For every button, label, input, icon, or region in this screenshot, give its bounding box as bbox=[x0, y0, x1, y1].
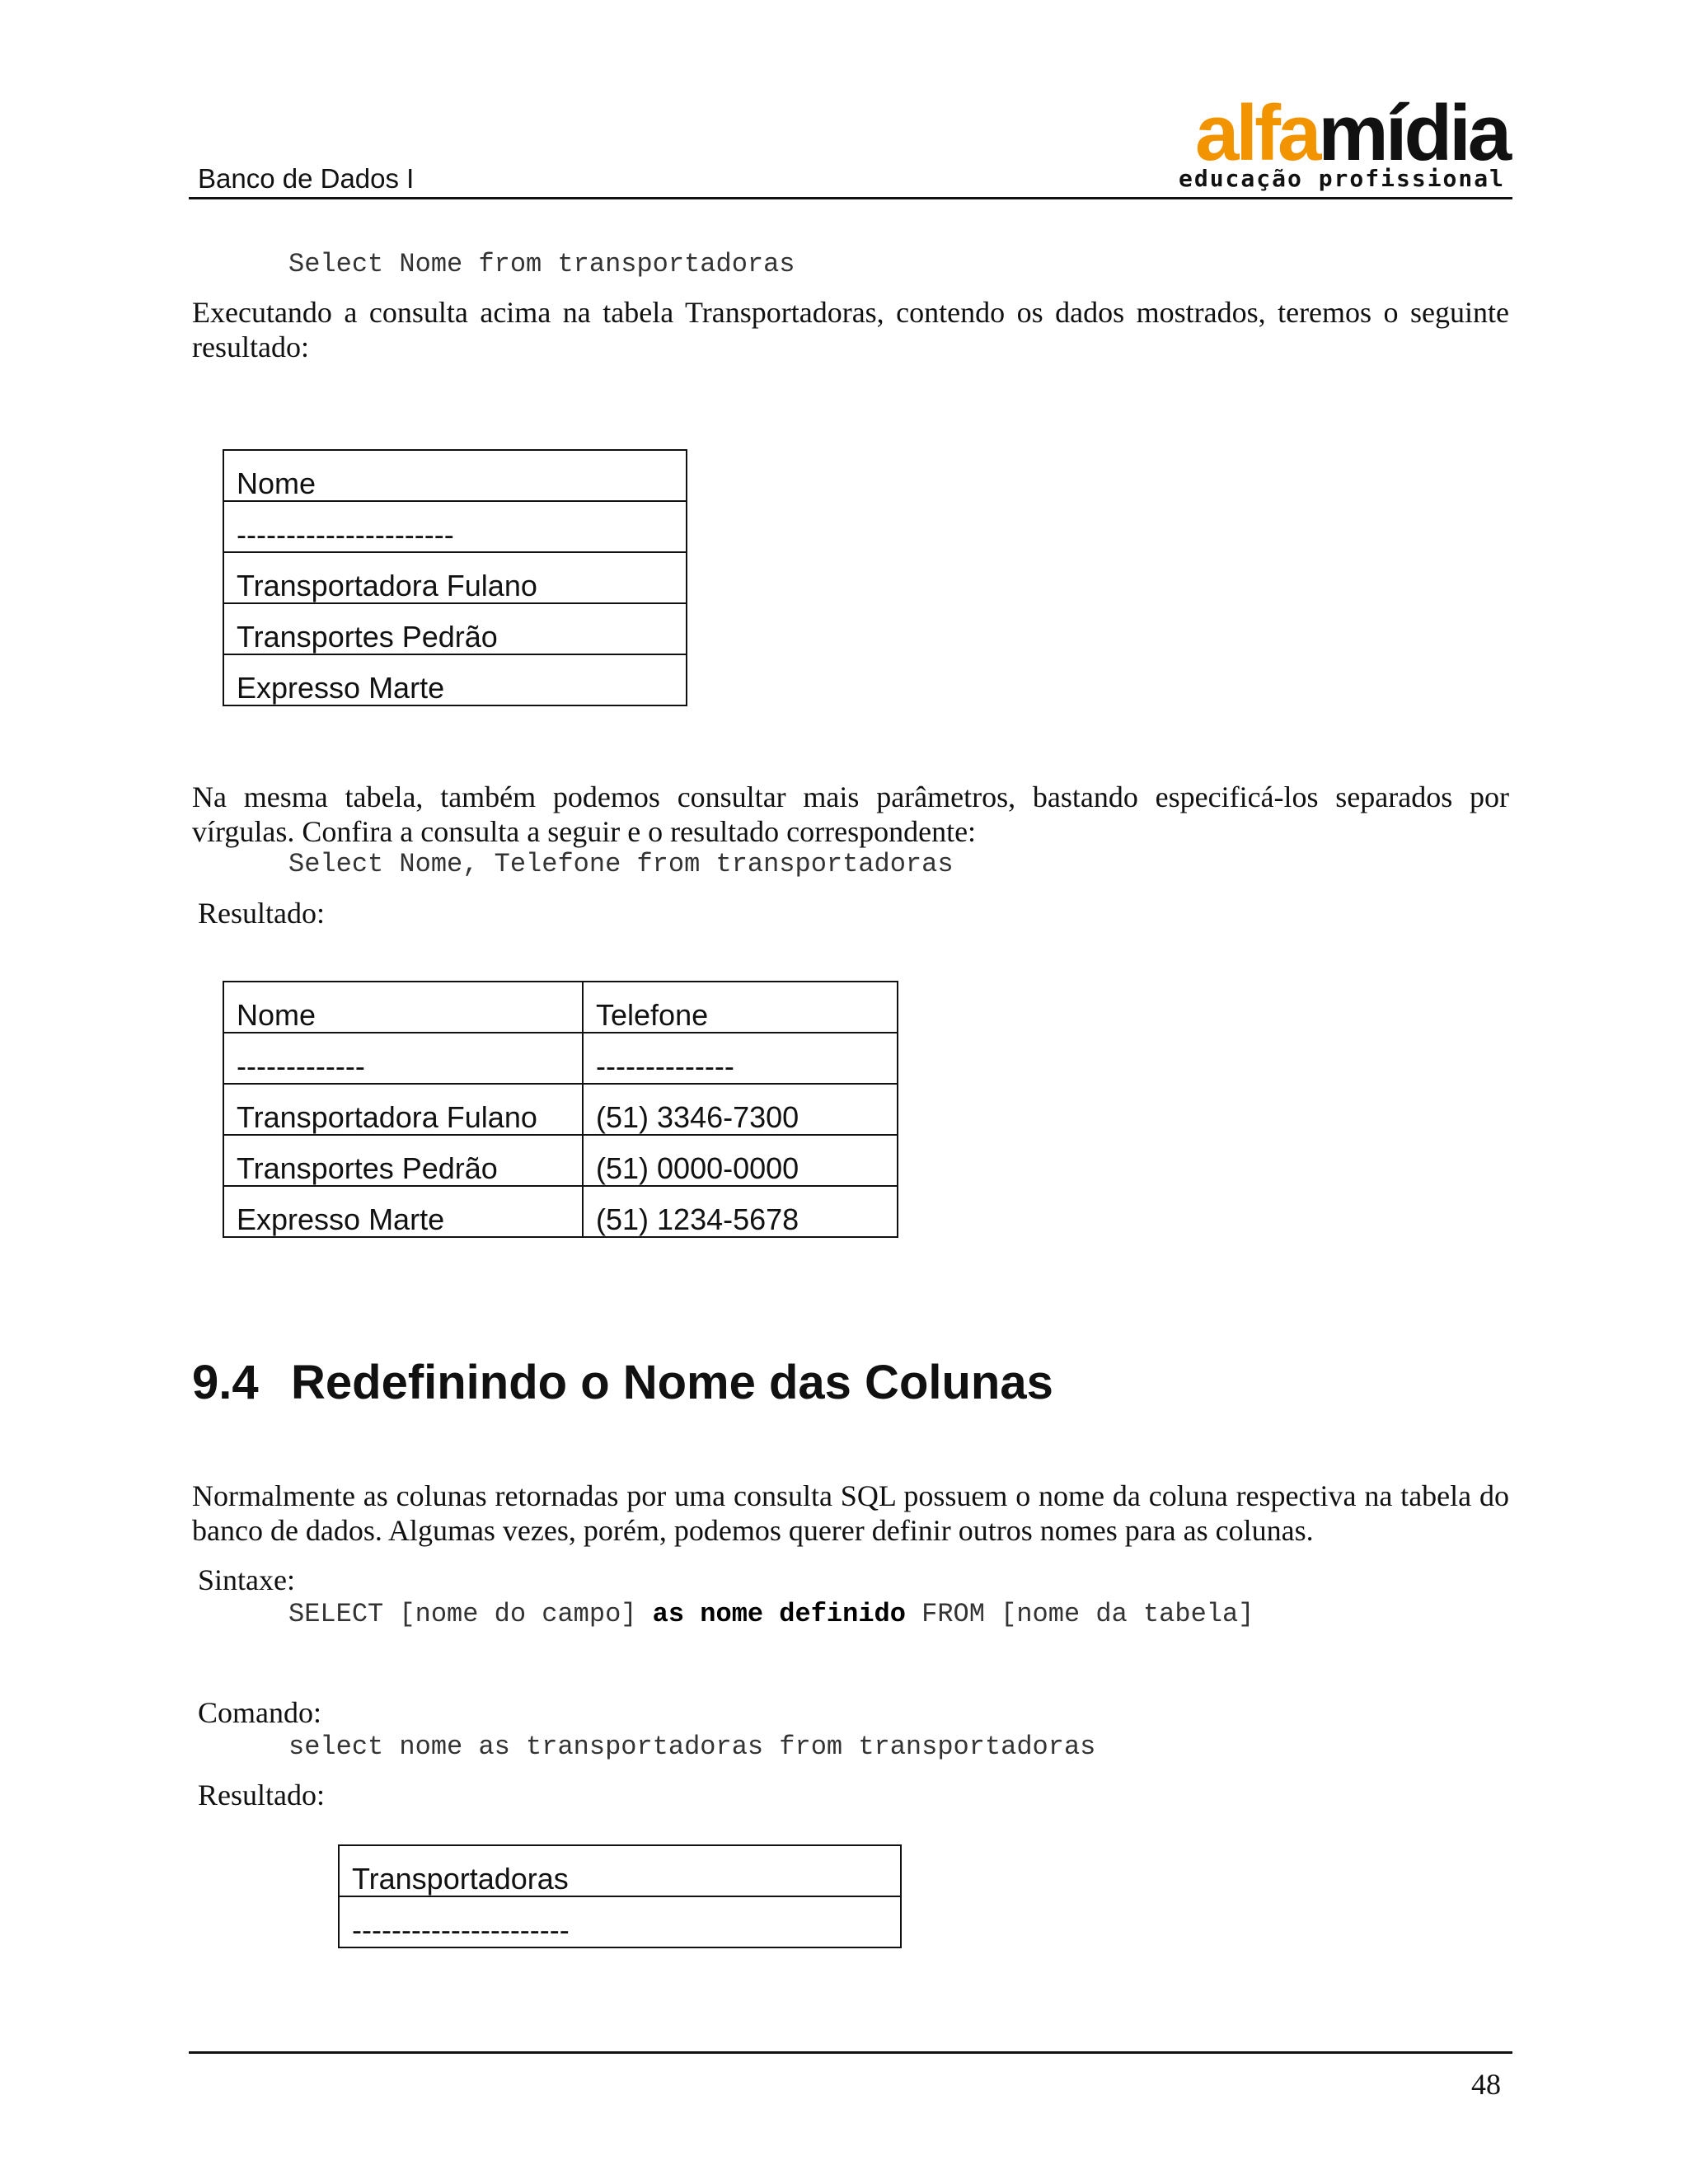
table-row bbox=[223, 1084, 898, 1135]
logo-wordmark bbox=[1195, 89, 1509, 177]
table-row bbox=[223, 982, 898, 1033]
table-cell: (51) 3346-7300 bbox=[583, 1084, 898, 1135]
table-row bbox=[223, 450, 687, 501]
header-rule bbox=[189, 197, 1512, 199]
result-table-nome bbox=[223, 449, 687, 706]
page-number: 48 bbox=[1471, 2068, 1501, 2101]
table-cell: Telefone bbox=[583, 982, 898, 1033]
table-cell: Nome bbox=[223, 982, 583, 1033]
running-header-title: Banco de Dados I bbox=[198, 163, 415, 194]
syntax-bold: as nome definido bbox=[652, 1599, 906, 1629]
sql-code-select-nome-telefone: Select Nome, Telefone from transportadoras bbox=[288, 849, 954, 879]
table-cell: (51) 0000-0000 bbox=[583, 1135, 898, 1186]
command-label: Comando: bbox=[198, 1696, 321, 1729]
table-row bbox=[223, 1135, 898, 1186]
paragraph-na-mesma-tabela: Na mesma tabela, também podemos consultar mais parâmetros, bastando especificá-los separados por vírgulas. Confira a consulta a seguir e o resultado correspondente: bbox=[192, 780, 1509, 848]
table-cell: Transportes Pedrão bbox=[223, 1135, 583, 1186]
table-row bbox=[223, 552, 687, 603]
table-cell: ---------------------- bbox=[339, 1896, 901, 1947]
result-label: Resultado: bbox=[198, 897, 325, 930]
table-row bbox=[223, 654, 687, 705]
sql-code-select-nome: Select Nome from transportadoras bbox=[288, 249, 795, 279]
paragraph-executando: Executando a consulta acima na tabela Transportadoras, contendo os dados mostrados, teremos o seguinte resultado: bbox=[192, 296, 1509, 363]
result-table-transportadoras bbox=[338, 1844, 902, 1948]
table-cell: Transportadora Fulano bbox=[223, 1084, 583, 1135]
section-heading bbox=[192, 1355, 1053, 1410]
table-row bbox=[223, 603, 687, 654]
syntax-label: Sintaxe: bbox=[198, 1563, 295, 1596]
table-cell: Expresso Marte bbox=[223, 1186, 583, 1237]
table-cell: Nome bbox=[223, 450, 687, 501]
logo-alfa-text: alfa bbox=[1195, 89, 1319, 177]
table-row bbox=[223, 1186, 898, 1237]
sql-command: select nome as transportadoras from transportadoras bbox=[288, 1732, 1096, 1762]
table-row bbox=[223, 501, 687, 552]
logo-tagline: educação profissional bbox=[1178, 165, 1505, 192]
table-cell: Transportadora Fulano bbox=[223, 552, 687, 603]
table-row bbox=[339, 1845, 901, 1896]
table-row bbox=[339, 1896, 901, 1947]
table-cell: (51) 1234-5678 bbox=[583, 1186, 898, 1237]
table-cell: ---------------------- bbox=[223, 501, 687, 552]
table-cell: Transportes Pedrão bbox=[223, 603, 687, 654]
table-cell: Expresso Marte bbox=[223, 654, 687, 705]
sql-syntax bbox=[288, 1599, 1254, 1629]
section-number: 9.4 bbox=[192, 1356, 259, 1409]
syntax-post: FROM [nome da tabela] bbox=[905, 1599, 1254, 1629]
section-title: Redefinindo o Nome das Colunas bbox=[291, 1356, 1053, 1409]
paragraph-normalmente: Normalmente as colunas retornadas por uma consulta SQL possuem o nome da coluna respectiva na tabela do banco de dados. Algumas vezes, porém, podemos querer definir outros nomes para as colunas. bbox=[192, 1479, 1509, 1547]
alfamidia-logo bbox=[1178, 89, 1517, 192]
footer-rule bbox=[189, 2051, 1512, 2054]
result-label: Resultado: bbox=[198, 1779, 325, 1811]
table-cell: -------------- bbox=[583, 1033, 898, 1084]
logo-midia-text: mídia bbox=[1318, 89, 1509, 177]
table-cell: Transportadoras bbox=[339, 1845, 901, 1896]
table-row bbox=[223, 1033, 898, 1084]
syntax-pre: SELECT [nome do campo] bbox=[288, 1599, 653, 1629]
result-table-nome-telefone bbox=[223, 981, 898, 1238]
table-cell: ------------- bbox=[223, 1033, 583, 1084]
